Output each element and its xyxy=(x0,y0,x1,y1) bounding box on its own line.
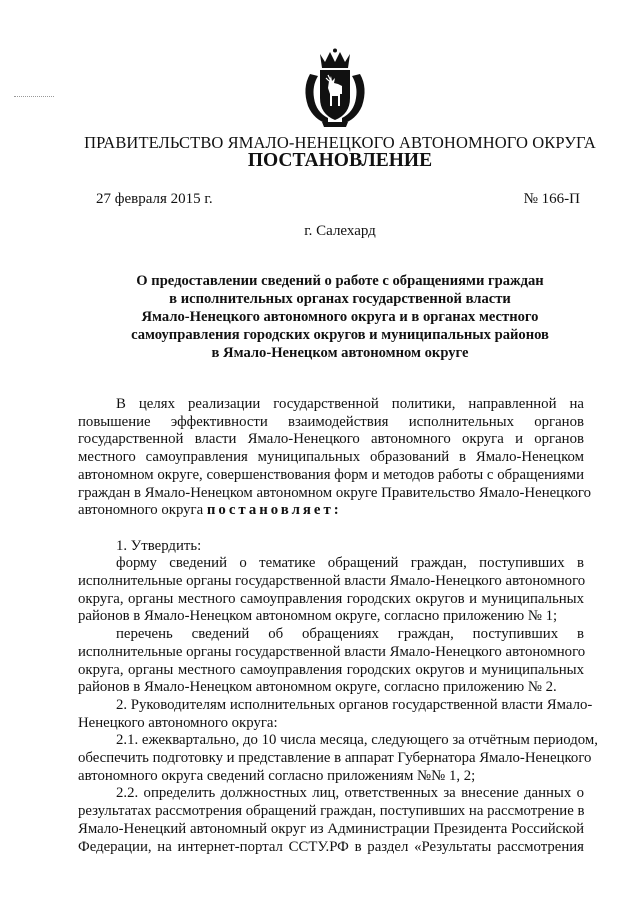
body-line-text: форму сведений о тематике обращений граждан, поступивших в xyxy=(116,555,584,572)
body-line xyxy=(78,607,584,625)
body-line-text: государственной власти Ямало-Ненецкого автономного округа и органов xyxy=(78,431,584,448)
body-line-text: исполнительные органы государственной власти Ямало-Ненецкого автономного xyxy=(78,573,586,589)
resolution-word: постановляет: xyxy=(206,502,342,519)
body-line xyxy=(78,820,584,838)
scan-artifact xyxy=(14,96,54,99)
body-line-text: граждан в Ямало-Ненецком автономном округе Правительство Ямало-Ненецкого xyxy=(78,484,592,501)
body-line xyxy=(116,696,593,714)
body-line xyxy=(78,749,592,767)
body-line-text: 2.1. ежеквартально, до 10 числа месяца, следующего за отчётным периодом, xyxy=(116,732,598,749)
body-line xyxy=(78,413,584,431)
document-date: 27 февраля 2015 г. xyxy=(96,191,213,207)
body-line xyxy=(78,484,592,502)
heading-line: самоуправления городских округов и муниципальных районов xyxy=(131,327,549,343)
heading-line: в исполнительных органах государственной власти xyxy=(169,291,511,307)
body-line xyxy=(78,430,584,448)
body-line xyxy=(116,731,598,749)
heading-line: Ямало-Ненецкого автономного округа и в органах местного xyxy=(141,309,539,325)
body-line-text: местного самоуправления муниципальных образований в Ямало-Ненецком xyxy=(78,449,584,466)
body-line-text: обеспечить подготовку и представление в аппарат Губернатора Ямало-Ненецкого xyxy=(78,750,592,766)
body-line-text: автономного округа сведений согласно приложениям №№ 1, 2; xyxy=(78,767,476,784)
body-line xyxy=(78,501,584,519)
body-line-text: 2.2. определить должностных лиц, ответственных за внесение данных о xyxy=(116,785,584,802)
body-line xyxy=(78,678,584,696)
body-line-text: Федерации, на интернет-портал ССТУ.РФ в раздел «Результаты рассмотрения xyxy=(78,838,584,855)
body-line-text: районов в Ямало-Ненецком автономном округе, согласно приложению № 1; xyxy=(78,608,558,625)
heading-line: в Ямало-Ненецком автономном округе xyxy=(211,345,469,361)
document-number: № 166-П xyxy=(523,191,580,207)
body-line xyxy=(78,590,584,608)
body-line xyxy=(78,661,584,679)
document-heading xyxy=(80,272,600,362)
heading-line: О предоставлении сведений о работе с обращениями граждан xyxy=(136,273,544,289)
body-line-text: 1. Утвердить: xyxy=(116,537,202,554)
body-line-text: округа, органы местного самоуправления городских округов и муниципальных xyxy=(78,590,584,607)
body-line xyxy=(78,448,584,466)
body-line-text: автономном округе, совершенствования форм и методов работы с обращениями xyxy=(78,466,584,483)
body-line xyxy=(78,643,584,661)
body-line-text: В целях реализации государственной политики, направленной на xyxy=(116,396,584,412)
body-line xyxy=(116,554,584,572)
body-line-text: Ненецкого автономного округа: xyxy=(78,714,278,731)
body-line xyxy=(78,572,584,590)
body-line xyxy=(116,625,584,643)
coat-of-arms-icon xyxy=(298,48,372,128)
body-line-text: исполнительные органы государственной власти Ямало-Ненецкого автономного xyxy=(78,643,586,660)
body-line xyxy=(78,466,584,484)
body-line-text: автономного округа xyxy=(78,502,204,519)
body-line xyxy=(116,537,584,555)
government-name: ПРАВИТЕЛЬСТВО ЯМАЛО-НЕНЕЦКОГО АВТОНОМНОГО ОКРУГА xyxy=(84,133,596,152)
body-line xyxy=(78,802,584,820)
document-city: г. Салехард xyxy=(304,223,376,239)
body-line xyxy=(78,714,584,732)
body-line-text: районов в Ямало-Ненецком автономном округе, согласно приложению № 2. xyxy=(78,679,557,696)
body-line-text: повышение эффективности взаимодействия исполнительных органов xyxy=(78,413,584,430)
body-line-text: перечень сведений об обращениях граждан, поступивших в xyxy=(116,626,584,643)
body-line xyxy=(116,395,584,413)
document-type-title: ПОСТАНОВЛЕНИЕ xyxy=(247,150,433,171)
body-line-text: округа, органы местного самоуправления городских округов и муниципальных xyxy=(78,661,584,678)
body-line-text: Ямало-Ненецкий автономный округ из Администрации Президента Российской xyxy=(78,820,584,837)
body-line-text: 2. Руководителям исполнительных органов государственной власти Ямало- xyxy=(116,696,593,713)
body-line xyxy=(78,838,584,856)
body-line xyxy=(78,767,584,785)
body-line xyxy=(116,784,584,802)
body-line-text: результатах рассмотрения обращений граждан, поступивших на рассмотрение в xyxy=(78,803,585,820)
